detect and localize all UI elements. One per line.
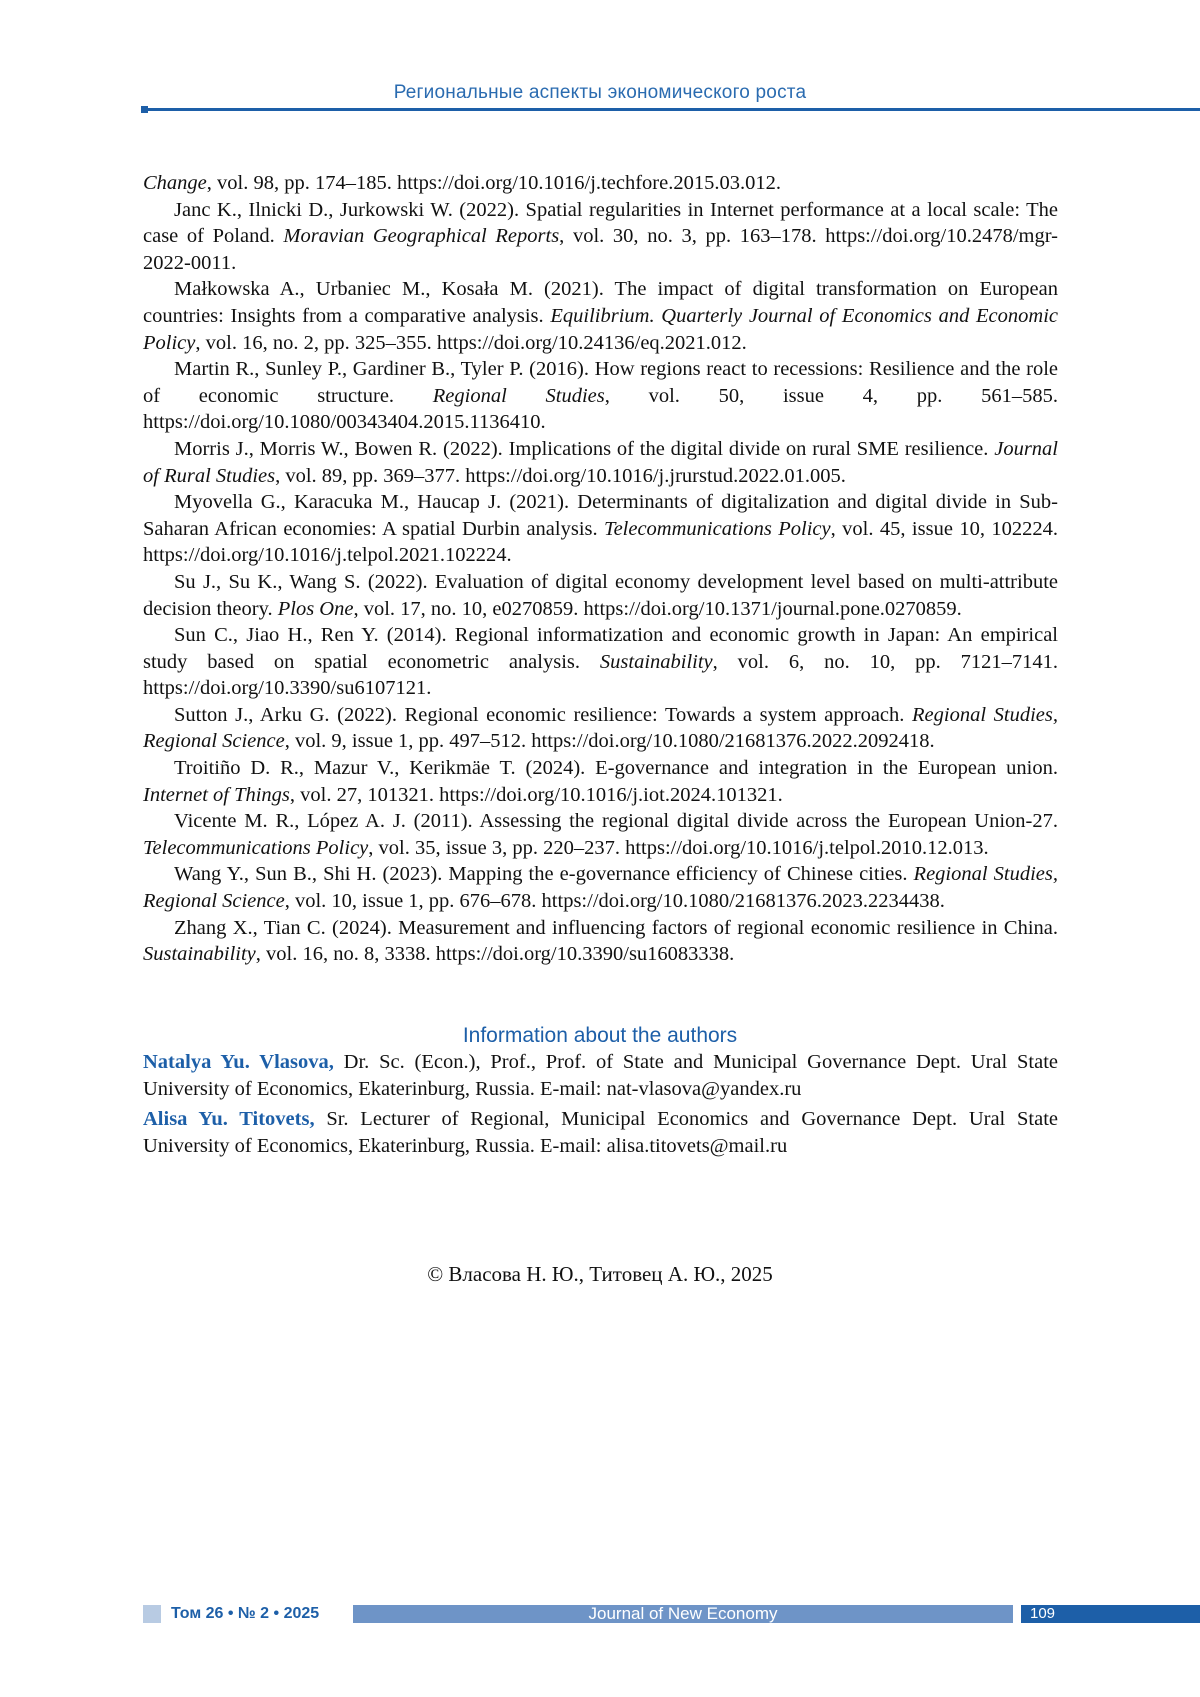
reference-entry [143,489,1058,569]
running-title: Региональные аспекты экономического роста [393,82,807,103]
reference-source: Regional Studies [432,384,605,407]
author-entry [143,1049,1058,1102]
author-name: Natalya Yu. Vlasova, [143,1051,334,1073]
reference-entry [143,861,1058,914]
authors-section-title: Information about the authors [462,1024,738,1047]
reference-text: Morris J., Morris W., Bowen R. (2022). Implications of the digital divide on rural SME resilience. [174,437,995,460]
reference-entry [143,356,1058,436]
reference-text: , vol. 89, pp. 369–377. https://doi.org/10.1016/j.jrurstud.2022.01.005. [275,464,846,487]
reference-text: , vol. 98, pp. 174–185. https://doi.org/10.1016/j.techfore.2015.03.012. [206,172,781,194]
reference-source: Telecommunications Policy [604,517,831,540]
reference-entry [143,755,1058,808]
reference-text: , vol. 9, issue 1, pp. 497–512. https://doi.org/10.1080/21681376.2022.2092418. [284,730,935,753]
reference-text: , vol. 16, no. 2, pp. 325–355. https://doi.org/10.24136/eq.2021.012. [195,331,747,354]
reference-text: Su J., Su K., Wang S. (2022). Evaluation of digital economy development level based on multi-attribute decision theory. [143,570,1058,620]
reference-text: Sutton J., Arku G. (2022). Regional economic resilience: Towards a system approach. [174,703,913,726]
footer-issue: Том 26 • № 2 • 2025 [171,1605,320,1622]
reference-text: , vol. 16, no. 8, 3338. https://doi.org/10.3390/su16083338. [255,943,735,966]
reference-text: Małkowska A., Urbaniec M., Kosała M. (2021). The impact of digital transformation on European countries: Insights from a comparative analysis. [143,278,1058,327]
reference-entry [143,622,1058,702]
reference-source: Internet of Things [143,783,290,806]
reference-text: Wang Y., Sun B., Shi H. (2023). Mapping the e-governance efficiency of Chinese cities. [174,863,914,886]
reference-entry [143,197,1058,277]
reference-source: Sustainability [143,943,256,966]
reference-text: Zhang X., Tian C. (2024). Measurement and influencing factors of regional economic resilience in China. [174,916,1058,939]
author-name: Alisa Yu. Titovets, [143,1108,315,1131]
authors-list [143,1049,1058,1163]
reference-entry [143,915,1058,968]
reference-text: Vicente M. R., López A. J. (2011). Assessing the regional digital divide across the European Union-27. [174,810,1058,833]
reference-entry [143,702,1058,755]
reference-text: , vol. 35, issue 3, pp. 220–237. https://doi.org/10.1016/j.telpol.2010.12.013. [368,836,989,859]
reference-entry [143,569,1058,622]
reference-text: , vol. 50, issue 4, pp. 561–585. https://doi.org/10.1080/00343404.2015.1136410. [143,384,1059,434]
reference-text: Janc K., Ilnicki D., Jurkowski W. (2022). Spatial regularities in Internet performance at a local scale: The case of Poland. [143,198,1058,248]
author-details: Sr. Lecturer of Regional, Municipal Economics and Governance Dept. Ural State University of Economics, Ekaterinburg, Russia. E-mail: alisa.titovets@mail.ru [143,1108,1058,1157]
reference-entry [143,276,1058,356]
reference-source: Sustainability [599,650,713,673]
author-details: Dr. Sc. (Econ.), Prof., Prof. of State and Municipal Governance Dept. Ural State University of Economics, Ekaterinburg, Russia. E-mail: nat-vlasova@yandex.ru [143,1051,1058,1100]
footer-marker [143,1605,161,1623]
reference-text: , vol. 30, no. 3, pp. 163–178. https://doi.org/10.2478/mgr-2022-0011. [143,225,1058,274]
reference-text: Troitiño D. R., Mazur V., Kerikmäe T. (2024). E-governance and integration in the European union. [174,757,1058,780]
author-entry [143,1106,1058,1159]
reference-source: Plos One [277,597,354,620]
reference-text: Martin R., Sunley P., Gardiner B., Tyler P. (2016). How regions react to recessions: Resilience and the role of economic structure. [143,358,1058,407]
header-rule [143,108,1200,111]
copyright-notice: © Власова Н. Ю., Титовец А. Ю., 2025 [427,1262,773,1286]
reference-source: Equilibrium. Quarterly Journal of Economics and Economic Policy [143,304,1058,354]
references-list [143,170,1058,968]
reference-text: Myovella G., Karacuka M., Haucap J. (2021). Determinants of digitalization and digital divide in Sub-Saharan African economies: A spatial Durbin analysis. [143,491,1058,540]
reference-text: , vol. 10, issue 1, pp. 676–678. https://doi.org/10.1080/21681376.2023.2234438. [284,890,945,913]
reference-text: , vol. 27, 101321. https://doi.org/10.1016/j.iot.2024.101321. [289,783,783,806]
reference-source: Regional Studies, Regional Science [143,703,1058,753]
page-footer [0,1604,1200,1624]
reference-entry [143,436,1058,489]
reference-source: Change [143,172,207,194]
reference-source: Moravian Geographical Reports [283,225,560,248]
reference-entry [143,808,1058,861]
reference-source: Journal of Rural Studies [143,437,1058,487]
reference-text: , vol. 6, no. 10, pp. 7121–7141. https://doi.org/10.3390/su6107121. [143,650,1059,700]
reference-entry [143,170,1058,197]
reference-text: , vol. 17, no. 10, e0270859. https://doi.org/10.1371/journal.pone.0270859. [353,597,962,620]
reference-text: , vol. 45, issue 10, 102224. https://doi.org/10.1016/j.telpol.2021.102224. [143,517,1058,567]
page-number: 109 [1021,1605,1200,1623]
reference-text: Sun C., Jiao H., Ren Y. (2014). Regional informatization and economic growth in Japan: An empirical study based on spatial econometric analysis. [143,624,1058,673]
reference-source: Telecommunications Policy [143,836,369,859]
reference-source: Regional Studies, Regional Science [143,863,1058,913]
footer-journal-name: Journal of New Economy [353,1605,1013,1623]
